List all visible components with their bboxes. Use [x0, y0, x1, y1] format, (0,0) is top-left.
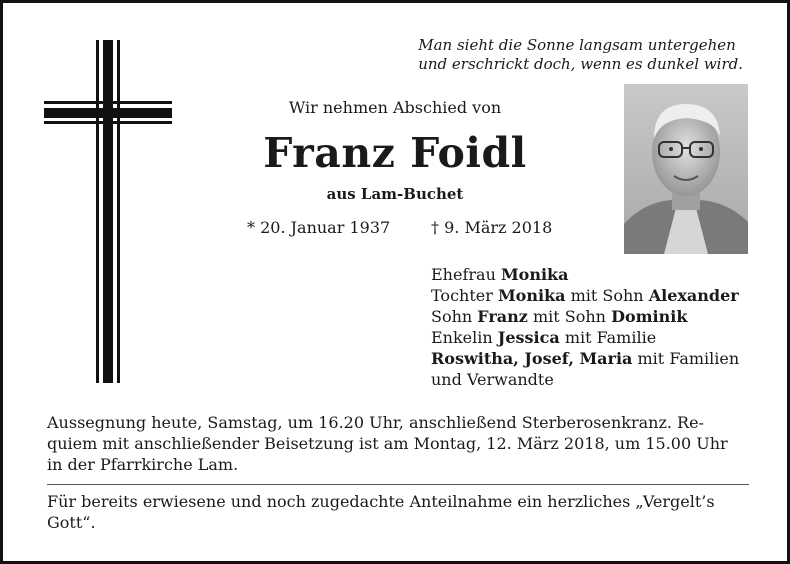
relative-name: Monika [497, 286, 566, 305]
thanks-line-2: Gott“. [47, 513, 96, 532]
service-line-2: quiem mit anschließender Beisetzung ist am Montag, 12. März 2018, um 15.00 Uhr [47, 434, 728, 453]
funeral-service-info [47, 412, 749, 475]
birth-date: * 20. Januar 1937 [247, 218, 391, 237]
deceased-name: Franz Foidl [263, 129, 527, 177]
relation-text: Sohn [431, 307, 478, 326]
intro-text: Wir nehmen Abschied von [288, 98, 502, 117]
relation-text: Enkelin [431, 328, 498, 347]
death-date: † 9. März 2018 [431, 218, 553, 237]
quote-line-2: und erschrickt doch, wenn es dunkel wird. [418, 55, 743, 73]
relation-text: Tochter [431, 286, 498, 305]
divider [47, 484, 749, 485]
relation-text: mit Sohn [527, 307, 612, 326]
thanks-line-1: Für bereits erwiesene und noch zugedachte Anteilnahme ein herzliches „Vergelt’s [47, 492, 715, 511]
family-line [431, 264, 739, 285]
relative-name: Alexander [648, 286, 739, 305]
family-list [431, 264, 739, 390]
relation-text: mit Familie [559, 328, 657, 347]
relation-text: mit Sohn [565, 286, 649, 305]
relative-name: Franz [477, 307, 528, 326]
family-line [431, 369, 739, 390]
portrait-photo [624, 84, 748, 254]
service-line-1: Aussegnung heute, Samstag, um 16.20 Uhr, anschließend Sterberosenkranz. Re- [47, 413, 704, 432]
relation-text: und Verwandte [431, 370, 554, 389]
family-line [431, 285, 739, 306]
family-line [431, 306, 739, 327]
relative-name: Roswitha, Josef, Maria [431, 349, 633, 368]
quote [418, 36, 743, 74]
relative-name: Jessica [497, 328, 560, 347]
hometown: aus Lam-Buchet [326, 185, 464, 203]
family-line [431, 327, 739, 348]
relative-name: Dominik [611, 307, 688, 326]
family-line [431, 348, 739, 369]
relation-text: Ehefrau [431, 265, 501, 284]
relative-name: Monika [500, 265, 569, 284]
quote-line-1: Man sieht die Sonne langsam untergehen [418, 36, 736, 54]
service-line-3: in der Pfarrkirche Lam. [47, 455, 239, 474]
relation-text: mit Familien [632, 349, 740, 368]
cross-icon [44, 40, 172, 383]
thanks-text [47, 491, 749, 533]
